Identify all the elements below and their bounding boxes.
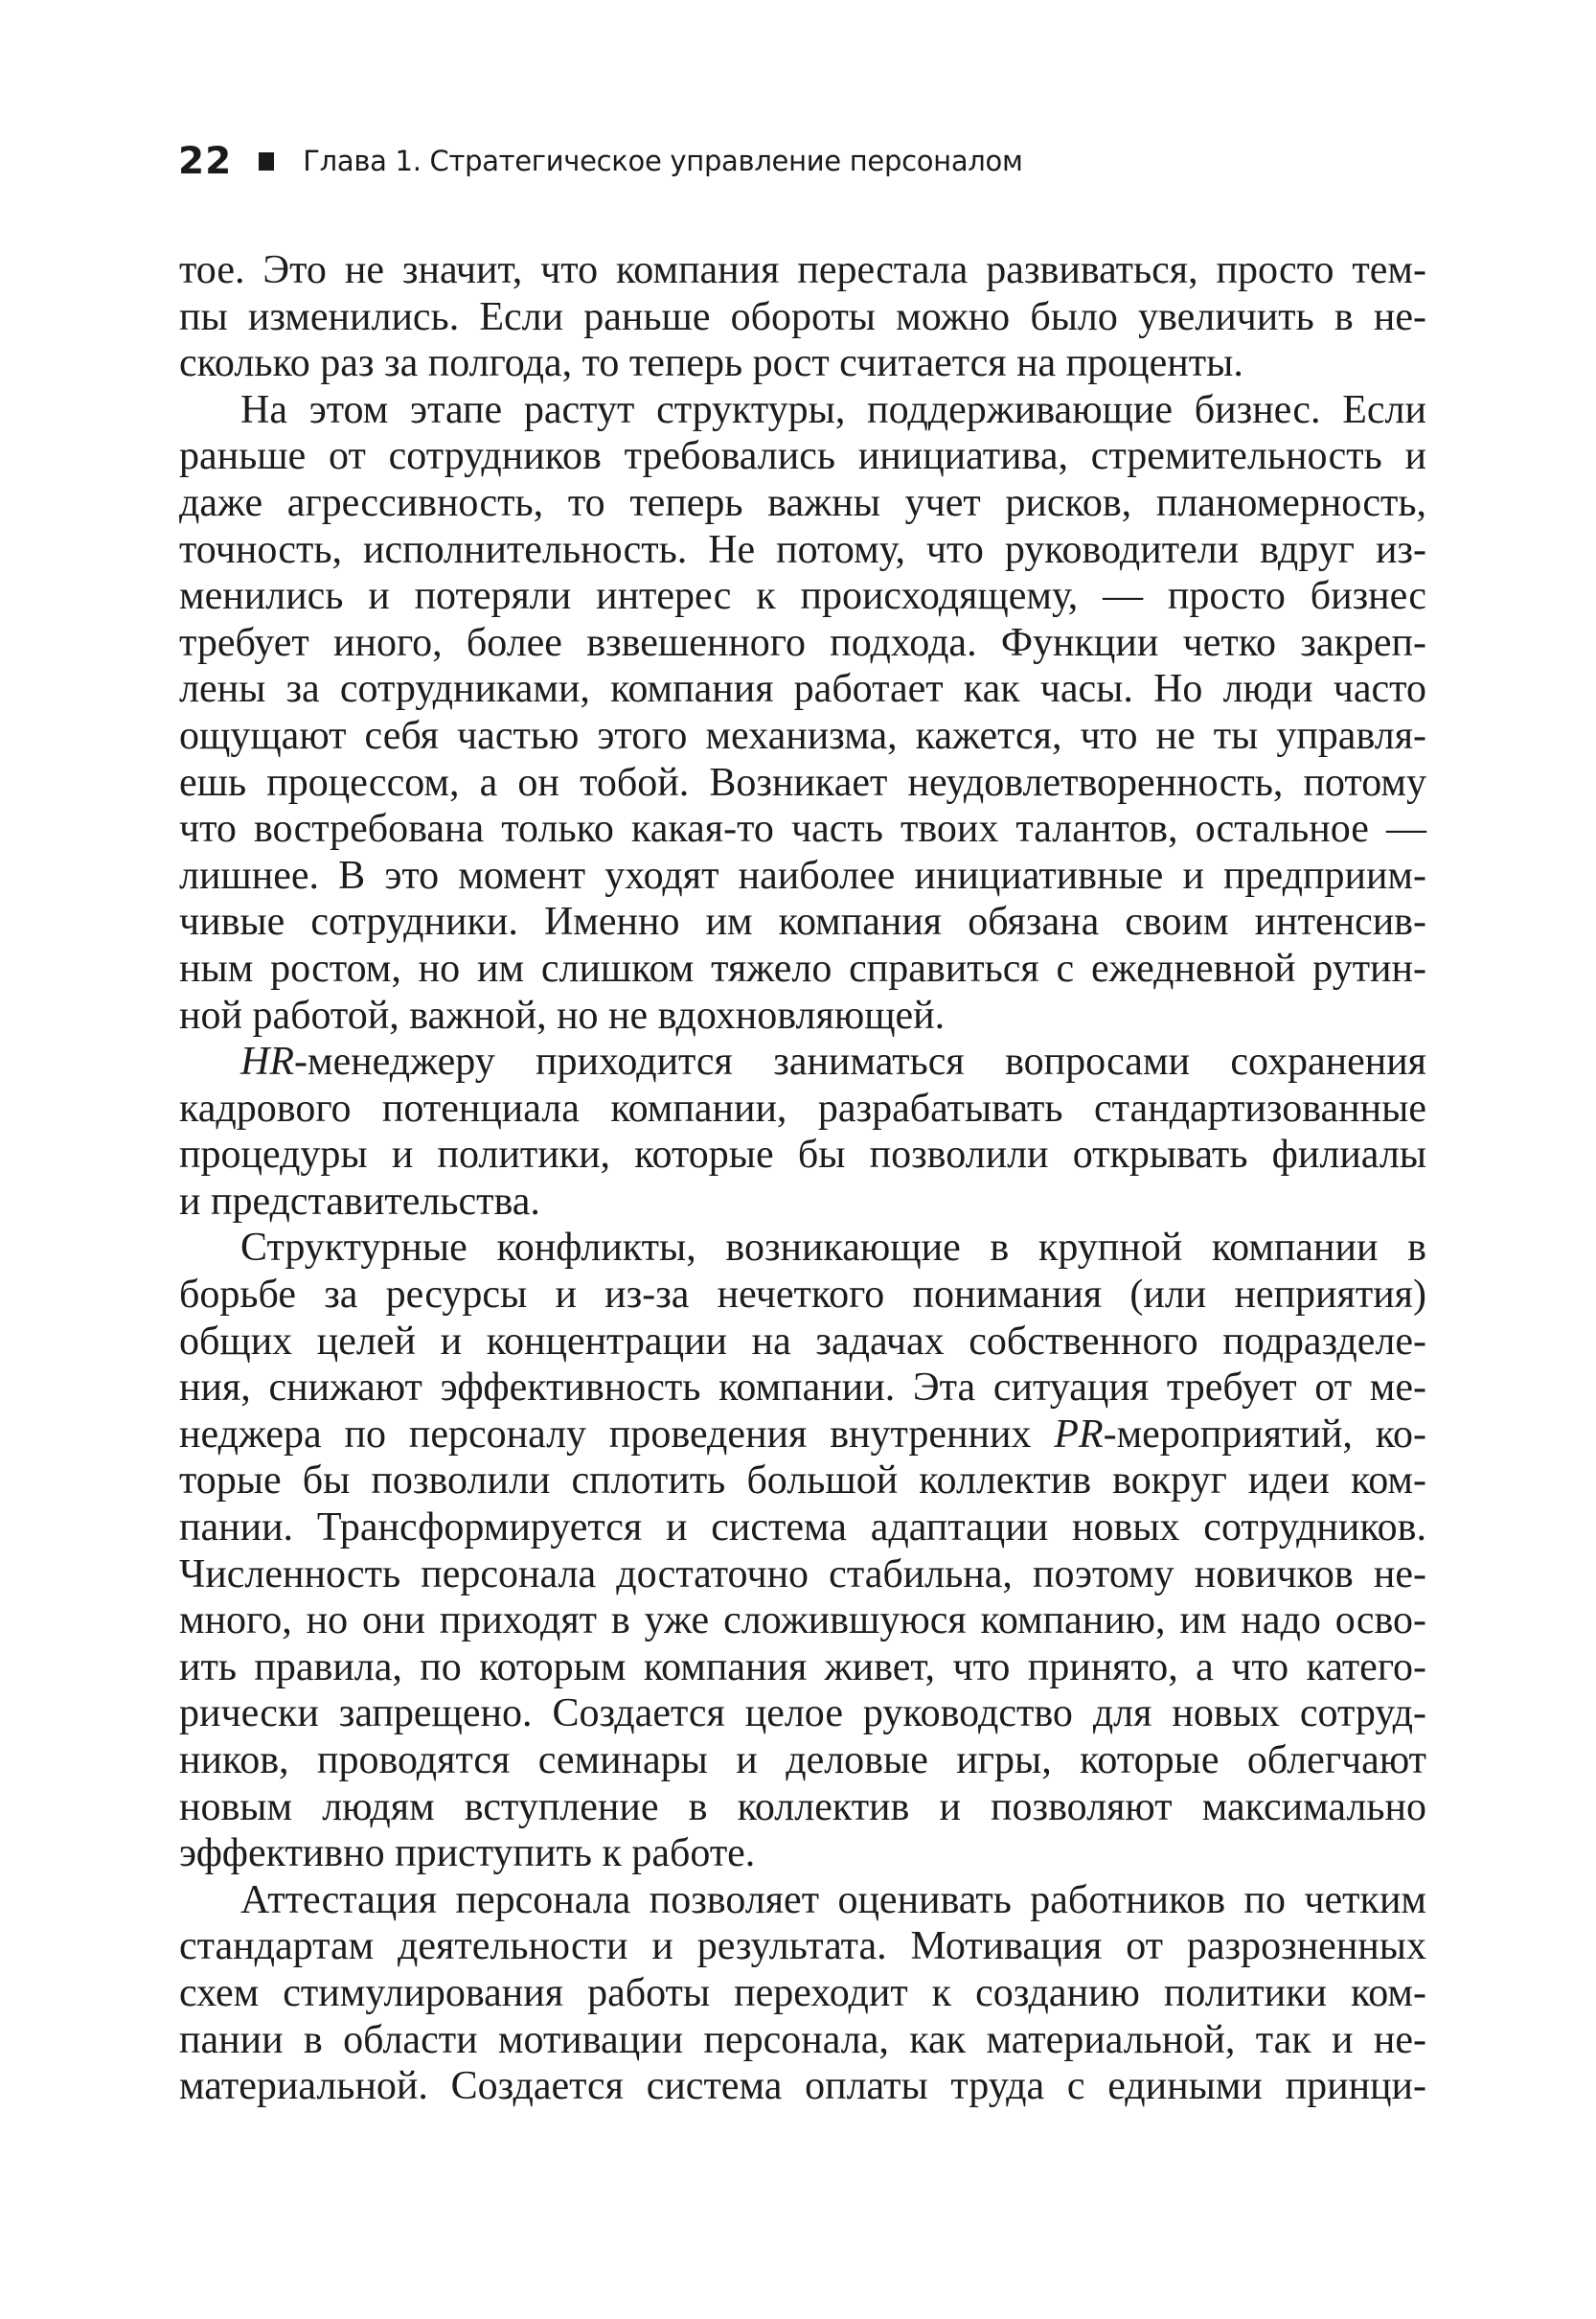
- text-line: схем стимулирования работы переходит к созданию политики ком-: [179, 1970, 1426, 2015]
- text-line: пы изменились. Если раньше обороты можно было увеличить в не-: [179, 294, 1426, 339]
- text-line: материальной. Создается система оплаты труда с едиными принци-: [179, 2064, 1426, 2109]
- italic-term: HR: [240, 1040, 294, 1085]
- square-bullet-icon: [259, 152, 274, 171]
- text-line: пании. Трансформируется и система адаптации новых сотрудников.: [179, 1505, 1426, 1550]
- text-fragment: -мероприятий, ко-: [1103, 1412, 1427, 1457]
- text-line: лишнее. В это момент уходят наиболее инициативные и предприим-: [179, 853, 1426, 898]
- text-line: ников, проводятся семинары и деловые игры, которые облегчают: [179, 1738, 1426, 1782]
- text-line: точность, исполнительность. Не потому, что руководители вдруг из-: [179, 527, 1426, 572]
- text-line: Структурные конфликты, возникающие в крупной компании в: [240, 1226, 1426, 1271]
- paragraph-2: [179, 387, 1426, 1039]
- text-line: ить правила, по которым компания живет, что принято, а что катего-: [179, 1644, 1426, 1689]
- text-line: эффективно приступить к работе.: [179, 1831, 756, 1876]
- paragraph-5: [179, 1877, 1426, 2110]
- text-line: даже агрессивность, то теперь важны учет рисков, планомерность,: [179, 480, 1426, 525]
- text-line: много, но они приходят в уже сложившуюся компанию, им надо осво-: [179, 1598, 1426, 1643]
- text-line: ным ростом, но им слишком тяжело справиться с ежедневной рутин-: [179, 946, 1426, 991]
- text-fragment: неджера по персоналу проведения внутренних: [179, 1412, 1055, 1457]
- text-line: торые бы позволили сплотить большой коллектив вокруг идеи ком-: [179, 1458, 1426, 1504]
- paragraph-3: [179, 1039, 1426, 1225]
- text-line: [179, 1412, 1426, 1458]
- text-line: менились и потеряли интерес к происходящему, — просто бизнес: [179, 574, 1426, 619]
- text-line: сколько раз за полгода, то теперь рост считается на проценты.: [179, 341, 1243, 386]
- text-line: ощущают себя частью этого механизма, кажется, что не ты управля-: [179, 713, 1426, 758]
- text-line: Численность персонала достаточно стабильна, поэтому новичков не-: [179, 1551, 1426, 1596]
- text-line: требует иного, более взвешенного подхода. Функции четко закреп-: [179, 620, 1426, 665]
- text-line: новым людям вступление в коллектив и позволяют максимально: [179, 1784, 1426, 1829]
- running-head: [178, 132, 1023, 190]
- italic-term: PR: [1054, 1412, 1104, 1457]
- text-fragment: -менеджеру приходится заниматься вопросами сохранения: [294, 1040, 1426, 1085]
- text-line: ния, снижают эффективность компании. Эта ситуация требует от ме-: [179, 1366, 1426, 1411]
- text-line: ной работой, важной, но не вдохновляющей.: [179, 993, 946, 1038]
- text-line: что востребована только какая-то часть твоих талантов, остальное —: [179, 807, 1426, 852]
- text-line: ешь процессом, а он тобой. Возникает неудовлетворенность, потому: [179, 760, 1426, 805]
- text-line: чивые сотрудники. Именно им компания обязана своим интенсив-: [179, 900, 1426, 945]
- text-line: лены за сотрудниками, компания работает как часы. Но люди часто: [179, 667, 1426, 712]
- text-line: общих целей и концентрации на задачах собственного подразделе-: [179, 1319, 1426, 1364]
- paragraph-4: [179, 1225, 1426, 1876]
- text-line: пании в области мотивации персонала, как материальной, так и не-: [179, 2017, 1426, 2062]
- paragraph-1: [179, 247, 1426, 387]
- text-line: борьбе за ресурсы и из-за нечеткого понимания (или неприятия): [179, 1273, 1426, 1318]
- text-line: процедуры и политики, которые бы позволили открывать филиалы: [179, 1133, 1426, 1178]
- text-line: рически запрещено. Создается целое руководство для новых сотруд-: [179, 1691, 1426, 1736]
- text-line: На этом этапе растут структуры, поддерживающие бизнес. Если: [240, 387, 1426, 432]
- text-line: и представительства.: [179, 1179, 540, 1224]
- text-line: кадрового потенциала компании, разрабатывать стандартизованные: [179, 1086, 1426, 1131]
- text-line: стандартам деятельности и результата. Мотивация от разрозненных: [179, 1924, 1426, 1969]
- text-line: Аттестация персонала позволяет оценивать работников по четким: [240, 1877, 1426, 1922]
- text-line: [179, 1039, 1426, 1086]
- text-line: раньше от сотрудников требовались инициатива, стремительность и: [179, 434, 1426, 479]
- page-number: 22: [178, 139, 233, 183]
- chapter-title: Глава 1. Стратегическое управление персоналом: [303, 145, 1023, 177]
- body-text: [179, 247, 1426, 2110]
- text-line: тое. Это не значит, что компания перестала развиваться, просто тем-: [179, 248, 1426, 292]
